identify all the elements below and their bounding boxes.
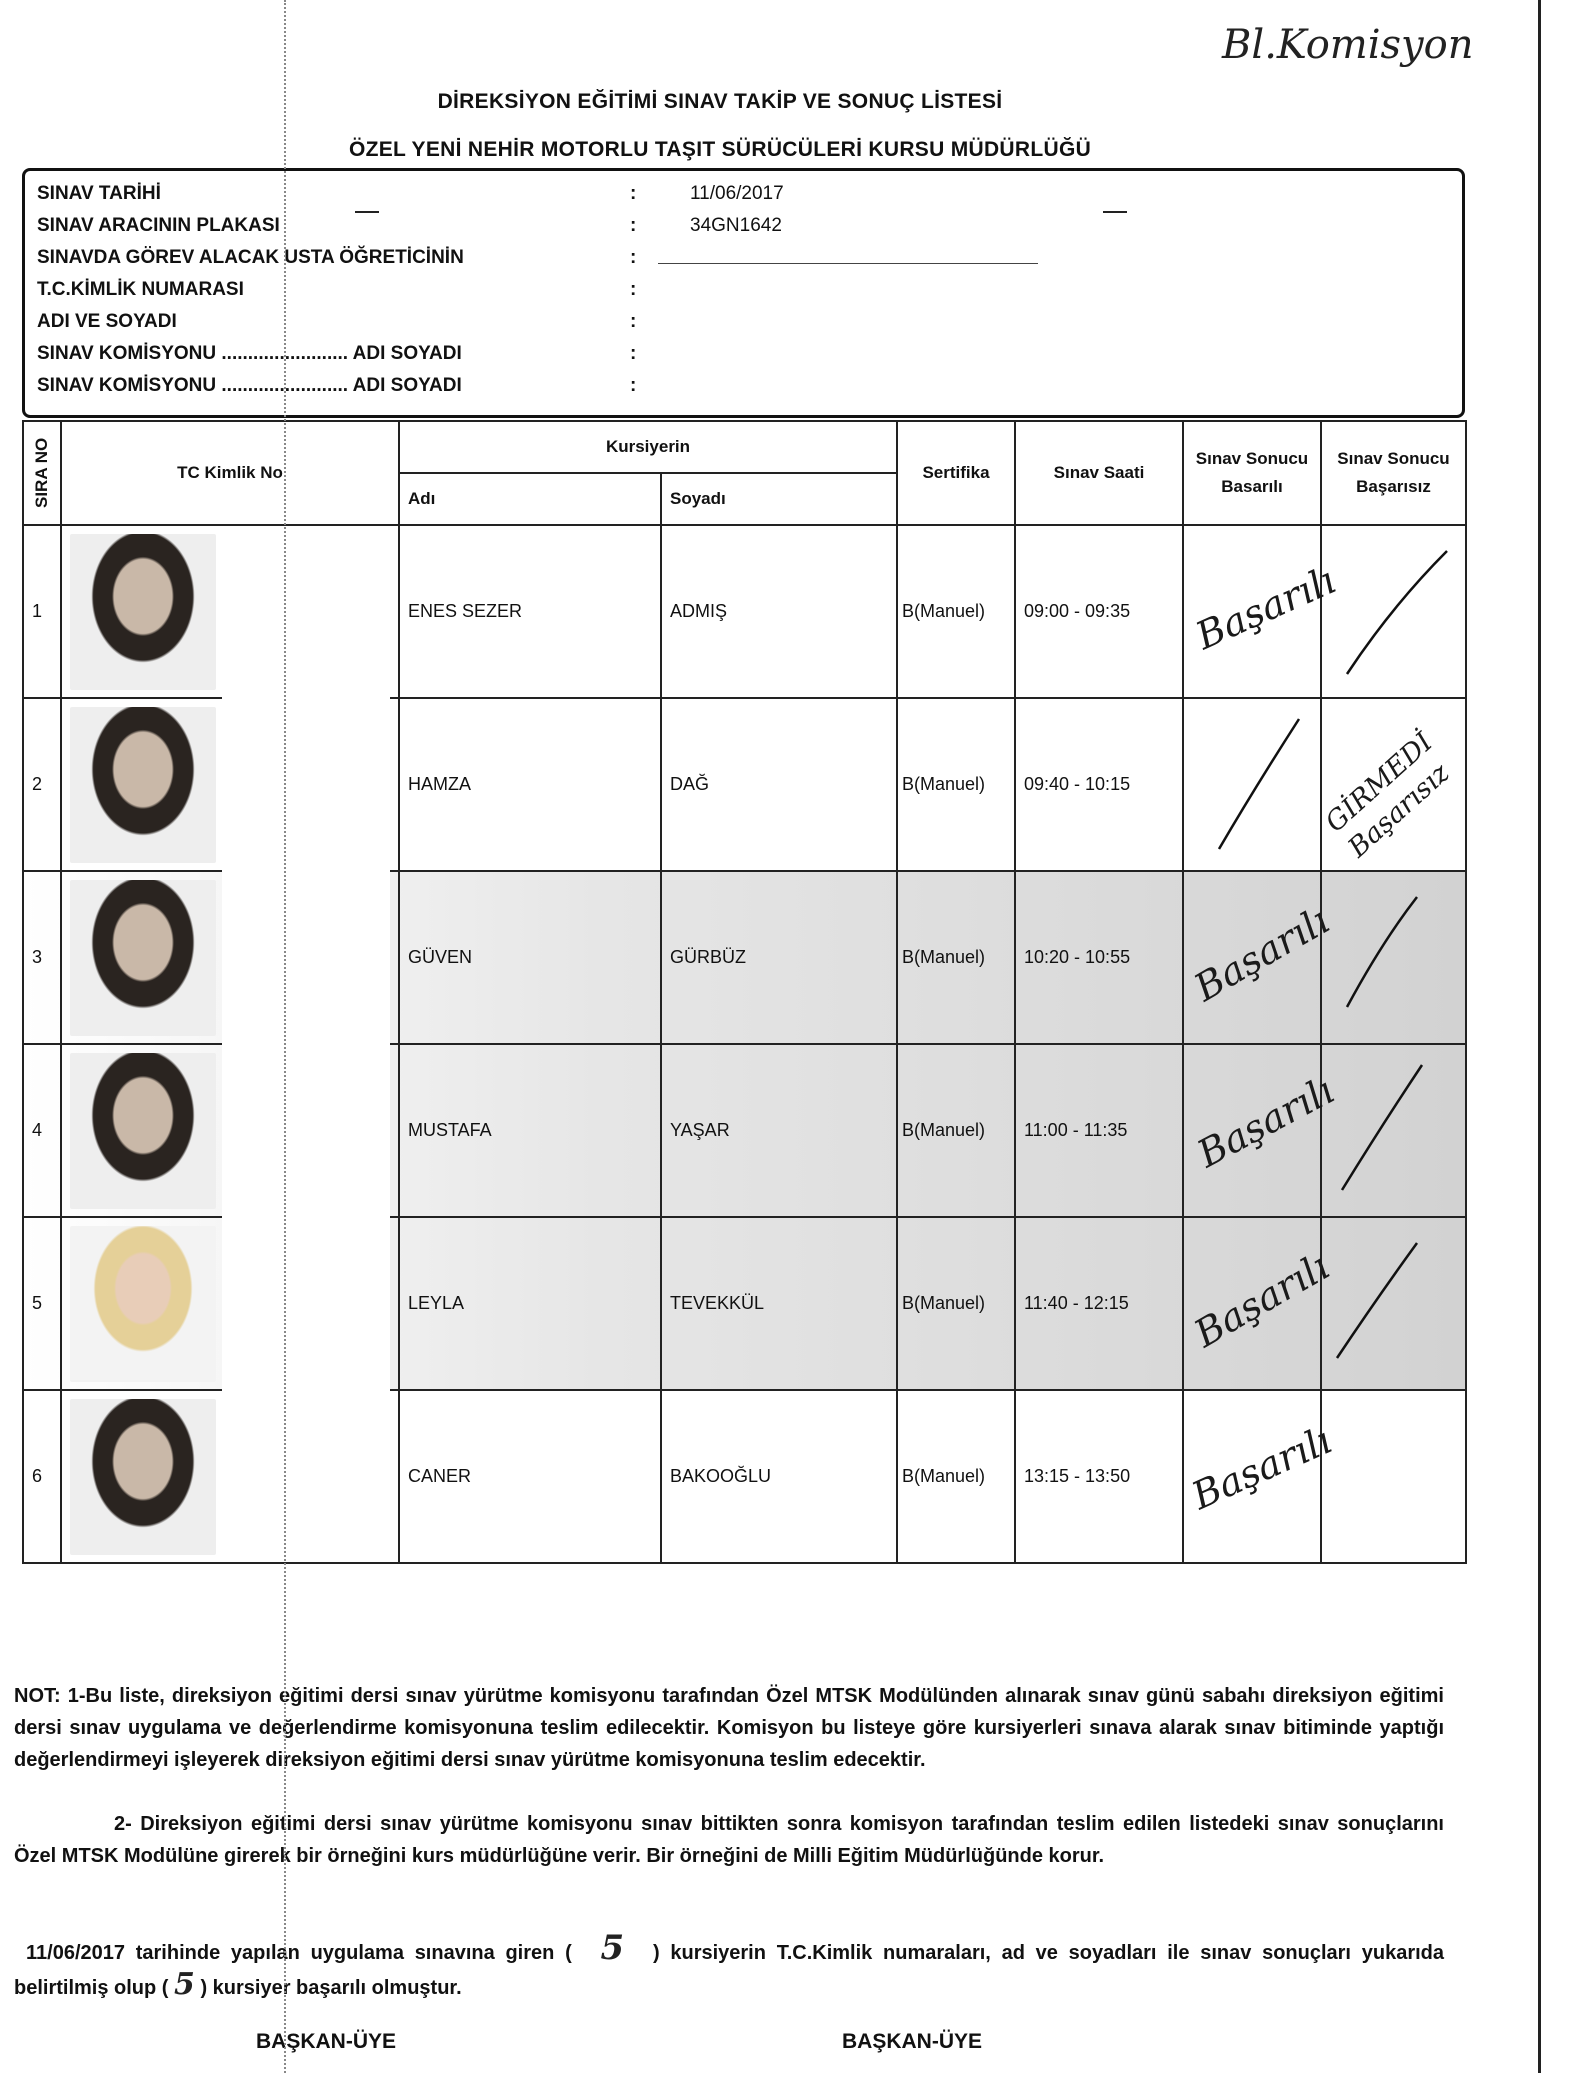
result-pass-cell — [1183, 525, 1342, 698]
header-sertifika: Sertifika — [897, 421, 1015, 525]
student-photo — [70, 880, 216, 1036]
exam-time: 13:15 - 13:50 — [1015, 1390, 1183, 1563]
dash-mark — [1103, 211, 1127, 213]
handwritten-basarili: Başarılı — [1186, 1244, 1337, 1356]
slash-mark — [1322, 1218, 1467, 1391]
summary-text-2: ) kursiyerin T.C.Kimlik numaraları, ad ve soyadları ile sınav sonuçları yukarıda belirtilmiş olup ( — [14, 1942, 1445, 1999]
info-label-date: SINAV TARİHİ — [37, 183, 161, 204]
student-last-name: DAĞ — [661, 698, 897, 871]
result-fail-cell — [1321, 698, 1466, 871]
result-fail-cell — [1321, 1217, 1466, 1390]
info-label-tc: T.C.KİMLİK NUMARASI — [37, 279, 244, 300]
student-last-name: BAKOOĞLU — [661, 1390, 897, 1563]
header-basarili: Sınav Sonucu Basarılı — [1183, 421, 1321, 525]
student-first-name: LEYLA — [399, 1217, 661, 1390]
certificate: B(Manuel) — [897, 871, 1015, 1044]
certificate: B(Manuel) — [897, 1044, 1015, 1217]
info-colon: : — [630, 311, 637, 332]
student-last-name: ADMIŞ — [661, 525, 897, 698]
info-colon: : — [630, 375, 637, 396]
student-last-name: TEVEKKÜL — [661, 1217, 897, 1390]
slash-mark — [1322, 526, 1467, 699]
row-number: 5 — [23, 1217, 61, 1390]
handwritten-basarili: Başarılı — [1189, 557, 1342, 659]
tc-redaction — [222, 540, 390, 1540]
row-number: 3 — [23, 871, 61, 1044]
redaction-edge-line — [658, 263, 1038, 264]
document-subtitle: ÖZEL YENİ NEHİR MOTORLU TAŞIT SÜRÜCÜLERİ KURSU MÜDÜRLÜĞÜ — [348, 138, 1092, 161]
student-photo — [70, 1226, 216, 1382]
student-first-name: GÜVEN — [399, 871, 661, 1044]
header-adi: Adı — [399, 473, 661, 525]
exam-time: 11:40 - 12:15 — [1015, 1217, 1183, 1390]
info-colon: : — [630, 215, 637, 236]
document-title: DİREKSİYON EĞİTİMİ SINAV TAKİP VE SONUÇ LİSTESİ — [437, 90, 1003, 113]
header-basarisiz: Sınav Sonucu Başarısız — [1321, 421, 1466, 525]
result-pass-cell — [1183, 1044, 1342, 1217]
student-photo — [70, 707, 216, 863]
info-colon: : — [630, 183, 637, 204]
summary-paragraph — [14, 1928, 1445, 2004]
student-last-name: YAŞAR — [661, 1044, 897, 1217]
result-pass-cell — [1183, 871, 1337, 1044]
student-photo — [70, 534, 216, 690]
certificate: B(Manuel) — [897, 525, 1015, 698]
exam-time: 10:20 - 10:55 — [1015, 871, 1183, 1044]
student-first-name: HAMZA — [399, 698, 661, 871]
signer-right-label: BAŞKAN-ÜYE — [842, 2030, 983, 2053]
header-kursiyerin: Kursiyerin — [399, 421, 897, 473]
scan-edge-line — [1538, 0, 1541, 2073]
header-soyadi: Soyadı — [661, 473, 897, 525]
student-photo — [70, 1053, 216, 1209]
row-number: 6 — [23, 1390, 61, 1563]
note-paragraph-2: 2- Direksiyon eğitimi dersi sınav yürütme komisyonu sınav bittikten sonra komisyon tarafından teslim edilen listedeki sınav sonuçlarını Özel MTSK Modülüne girerek bir örneğini kurs müdürlüğüne verir. Bir örneğini de Milli Eğitim Müdürlüğünde korur. — [14, 1813, 1444, 1867]
header-tc-kimlik: TC Kimlik No — [61, 421, 399, 525]
certificate: B(Manuel) — [897, 698, 1015, 871]
student-last-name: GÜRBÜZ — [661, 871, 897, 1044]
result-fail-cell — [1321, 525, 1466, 698]
slash-mark — [1322, 872, 1467, 1045]
summary-handwritten-count: 5 — [600, 1928, 625, 1968]
handwritten-girmedi: GİRMEDİ Başarısız — [1319, 726, 1456, 864]
exam-time: 09:40 - 10:15 — [1015, 698, 1183, 871]
info-value-plate: 34GN1642 — [690, 215, 782, 236]
certificate: B(Manuel) — [897, 1390, 1015, 1563]
handwritten-basarili: Başarılı — [1185, 1417, 1338, 1519]
result-pass-cell — [1183, 1390, 1338, 1563]
info-label-instructor: SINAVDA GÖREV ALACAK USTA ÖĞRETİCİNİN — [37, 247, 464, 268]
header-sira-no: SIRA NO — [23, 421, 61, 525]
result-fail-cell — [1321, 1390, 1466, 1563]
row-number: 2 — [23, 698, 61, 871]
exam-info-box — [22, 168, 1465, 418]
fold-line — [284, 0, 286, 2073]
handwritten-basarili: Başarılı — [1186, 898, 1337, 1010]
info-colon: : — [630, 247, 637, 268]
info-label-committee-2: SINAV KOMİSYONU ........................ ADI SOYADI — [37, 375, 462, 396]
student-first-name: CANER — [399, 1390, 661, 1563]
info-label-plate: SINAV ARACININ PLAKASI — [37, 215, 280, 236]
info-label-committee-1: SINAV KOMİSYONU ........................ ADI SOYADI — [37, 343, 462, 364]
exam-time: 11:00 - 11:35 — [1015, 1044, 1183, 1217]
slash-mark — [1322, 1045, 1467, 1218]
summary-handwritten-count-2: 5 — [174, 1967, 195, 2002]
certificate: B(Manuel) — [897, 1217, 1015, 1390]
exam-time: 09:00 - 09:35 — [1015, 525, 1183, 698]
row-number: 4 — [23, 1044, 61, 1217]
info-colon: : — [630, 343, 637, 364]
info-colon: : — [630, 279, 637, 300]
student-first-name: MUSTAFA — [399, 1044, 661, 1217]
student-photo — [70, 1399, 216, 1555]
result-pass-cell — [1183, 1217, 1337, 1390]
handwritten-header-note: Bl.Komisyon — [1222, 22, 1474, 68]
handwritten-basarili: Başarılı — [1190, 1067, 1342, 1177]
signer-left-label: BAŞKAN-ÜYE — [256, 2030, 397, 2053]
summary-text-3: ) kursiyer başarılı olmuştur. — [200, 1977, 462, 1999]
summary-text-1: 11/06/2017 tarihinde yapılan uygulama sınavına giren ( — [26, 1942, 572, 1964]
note-paragraph-1: NOT: 1-Bu liste, direksiyon eğitimi dersi sınav yürütme komisyonu tarafından Özel MTSK Modülünden alınarak sınav günü sabahı direksiyon eğitimi dersi sınav uygulama ve değerlendirme komisyonuna teslim edilecektir. Komisyon bu listeye göre kursiyerleri sınava alarak sınav bitiminde yaptığı değerlendirmeyi işleyerek direksiyon eğitimi dersi sınav yürütme komisyonuna teslim edecektir. — [14, 1685, 1444, 1771]
header-sinav-saati: Sınav Saati — [1015, 421, 1183, 525]
result-fail-cell — [1321, 871, 1466, 1044]
result-fail-cell — [1321, 1044, 1466, 1217]
student-first-name: ENES SEZER — [399, 525, 661, 698]
dash-mark — [355, 211, 379, 213]
result-pass-cell — [1183, 698, 1321, 871]
slash-mark — [1184, 699, 1322, 872]
info-label-name: ADI VE SOYADI — [37, 311, 177, 332]
info-value-date: 11/06/2017 — [690, 183, 784, 204]
row-number: 1 — [23, 525, 61, 698]
